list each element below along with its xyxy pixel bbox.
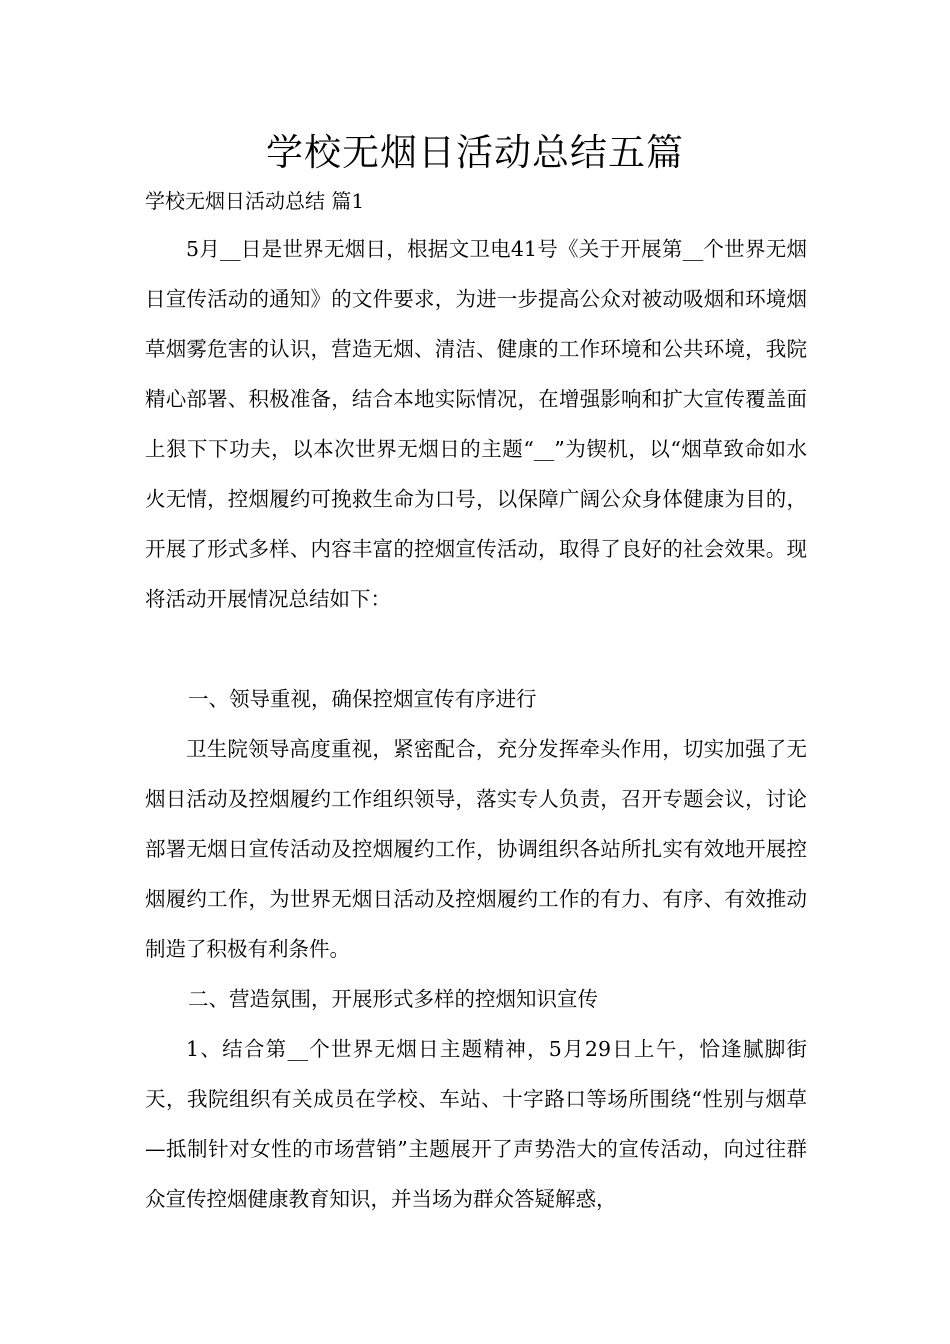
paragraph-intro: 5月__日是世界无烟日，根据文卫电41号《关于开展第__个世界无烟日宣传活动的通知》的文件要求，为进一步提高公众对被动吸烟和环境烟草烟雾危害的认识，营造无烟、清洁、健康的工作环境和公共环境，我院精心部署、积极准备，结合本地实际情况，在增强影响和扩大宣传覆盖面上狠下下功夫，以本次世界无烟日的主题“__”为锲机，以“烟草致命如水火无情，控烟履约可挽救生命为口号，以保障广阔公众身体健康为目的，开展了形式多样、内容丰富的控烟宣传活动，取得了良好的社会效果。现将活动开展情况总结如下： <box>145 237 807 611</box>
document-title: 学校无烟日活动总结五篇 <box>266 131 684 174</box>
paragraph-activity: 1、结合第__个世界无烟日主题精神，5月29日上午，恰逢腻脚街天，我院组织有关成员在学校、车站、十字路口等场所围绕“性别与烟草—抵制针对女性的市场营销”主题展开了声势浩大的宣传活动，向过往群众宣传控烟健康教育知识，并当场为群众答疑解惑， <box>145 1037 807 1211</box>
paragraph-leadership: 卫生院领导高度重视，紧密配合，充分发挥牵头作用，切实加强了无烟日活动及控烟履约工作组织领导，落实专人负责，召开专题会议，讨论部署无烟日宣传活动及控烟履约工作，协调组织各站所扎实有效地开展控烟履约工作，为世界无烟日活动及控烟履约工作的有力、有序、有效推动制造了积极有利条件。 <box>145 737 807 961</box>
section-heading: 学校无烟日活动总结 篇1 <box>145 189 365 213</box>
heading-atmosphere: 二、营造氛围，开展形式多样的控烟知识宣传 <box>188 987 598 1011</box>
heading-leadership: 一、领导重视，确保控烟宣传有序进行 <box>188 687 537 711</box>
